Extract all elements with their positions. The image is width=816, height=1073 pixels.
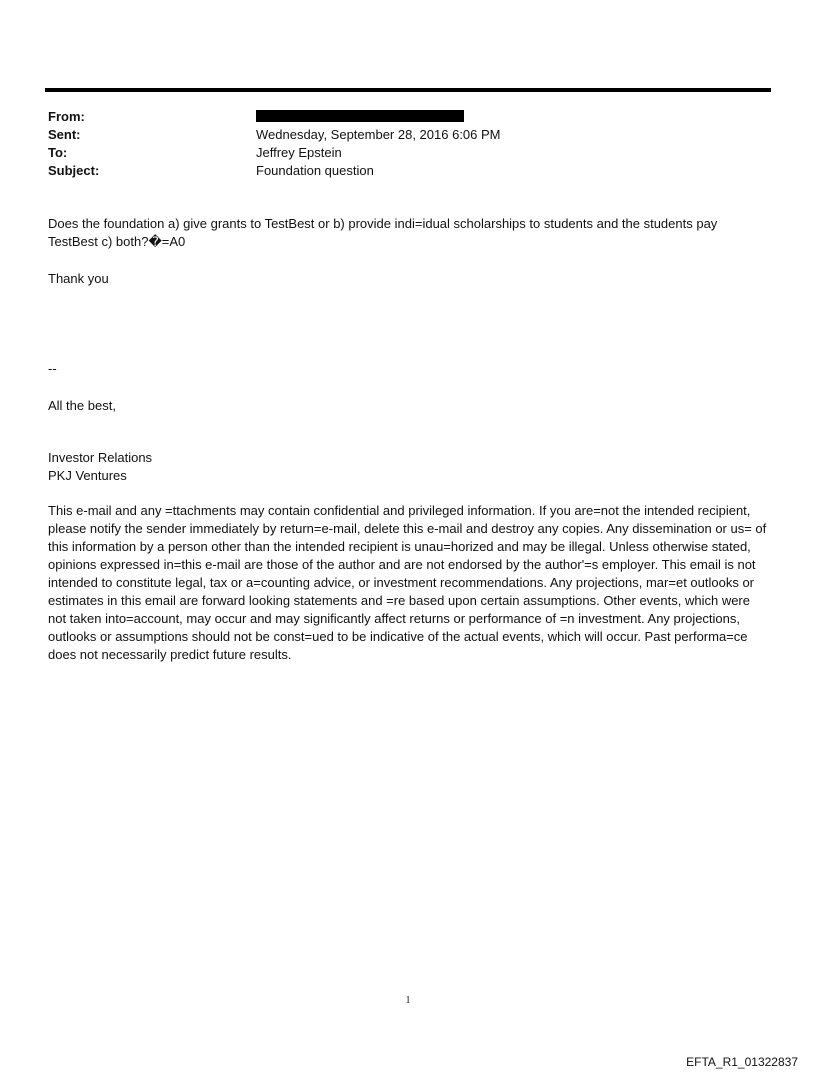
redaction-bar [256,110,464,122]
sent-label: Sent: [48,127,81,142]
question-paragraph: Does the foundation a) give grants to TestBest or b) provide indi=idual scholarships to students and the students pay TestBest c) both?�=A0 [48,216,718,249]
header-divider [45,88,771,92]
to-label: To: [48,145,68,160]
to-row [48,144,768,162]
signature-block [48,449,770,485]
email-header [48,108,768,180]
from-value [256,108,768,126]
closing-line: All the best, [48,398,116,413]
from-row [48,108,768,126]
sent-row [48,126,768,144]
sent-value: Wednesday, September 28, 2016 6:06 PM [256,127,501,142]
confidentiality-disclaimer: This e-mail and any =ttachments may contain confidential and privileged information. If you are=not the intended recipient, please notify the sender immediately by return=e-mail, delete this e-mail and destroy any copies. Any dissemination or us= of this information by a person other than the intended recipient is unau=horized and may be illegal. Unless otherwise stated, opinions expressed in=this e-mail are those of the author and are not endorsed by the author'=s employer. This email is not intended to constitute legal, tax or a=counting advice, or investment recommendations. Any projections, mar=et outlooks or estimates in this email are forward looking statements and =re based upon certain assumptions. Other events, which were not taken into=account, may occur and may significantly affect returns or performance of =n investment. Any projections, outlooks or assumptions should not be const=ued to be indicative of the actual events, which will occur. Past performa=ce does not necessarily predict future results. [48,503,767,662]
subject-value: Foundation question [256,163,374,178]
subject-row [48,162,768,180]
signature-company: PKJ Ventures [48,468,127,483]
page-number: 1 [405,995,411,1006]
from-label: From: [48,109,85,124]
subject-label: Subject: [48,163,100,178]
to-value: Jeffrey Epstein [256,145,342,160]
signature-title: Investor Relations [48,450,153,465]
document-id: EFTA_R1_01322837 [686,1055,798,1069]
signature-separator: -- [48,361,57,376]
thanks-line: Thank you [48,271,109,286]
